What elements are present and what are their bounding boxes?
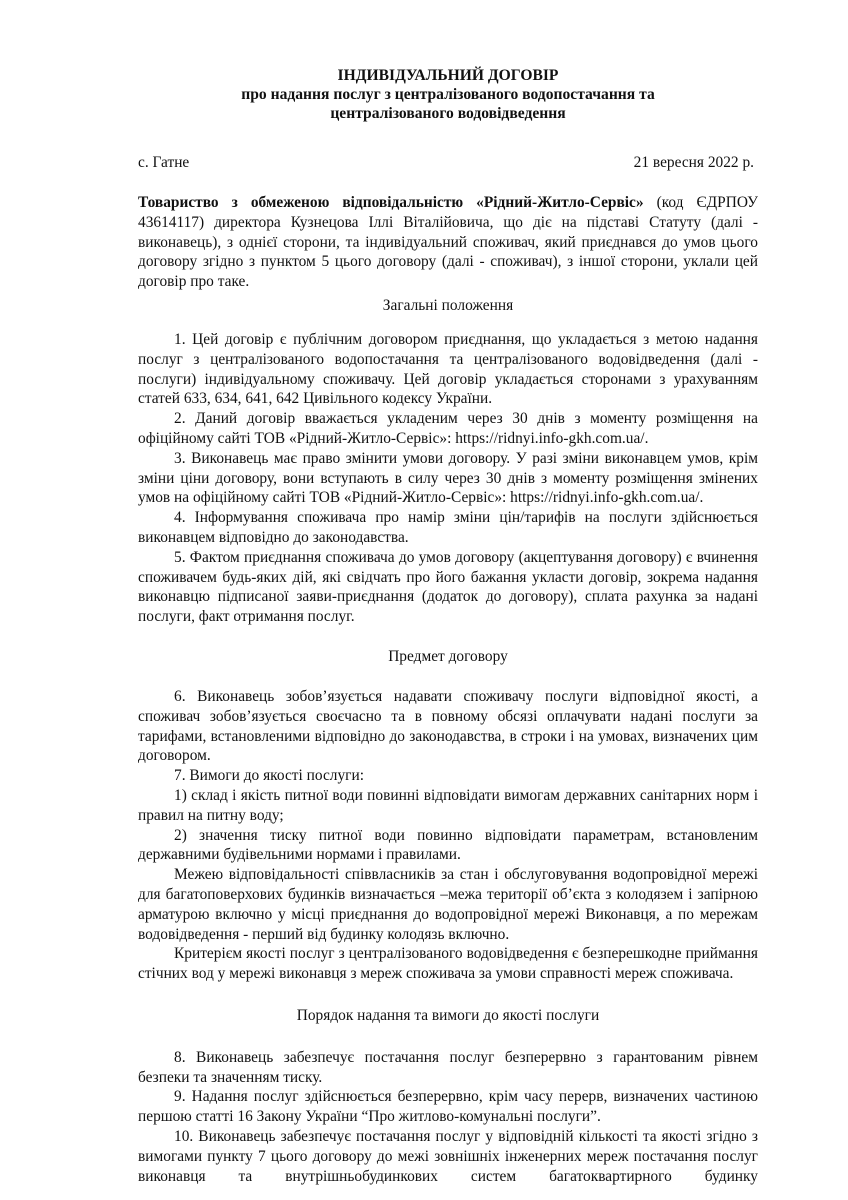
intro-paragraph <box>138 193 758 292</box>
place: с. Гатне <box>138 154 190 171</box>
paragraph-9: 9. Надання послуг здійснюється безперервно, крім часу перерв, визначених частиною першою статті 16 Закону України “Про житлово-комунальні послуги”. <box>138 1088 758 1126</box>
place-date-row <box>138 153 758 173</box>
company-name: Товариство з обмеженою відповідальністю «Рідний-Житло-Сервіс» <box>138 194 644 211</box>
paragraph-7-4: Критерієм якості послуг з централізованого водовідведення є безперешкодне приймання стічних вод у мережі виконавця з мереж споживача за умови справності мереж споживача. <box>138 945 758 983</box>
paragraph-7-1: 1) склад і якість питної води повинні відповідати вимогам державних санітарних норм і правил на питну воду; <box>138 786 758 824</box>
section-title-procedure: Порядок надання та вимоги до якості послуги <box>296 1006 600 1024</box>
section-title-subject: Предмет договору <box>388 647 508 665</box>
paragraph-7-3: Межею відповідальності співвласників за стан і обслуговування водопровідної мережі для багатоповерхових будинків визначається –межа території об’єкта з колодязем і запірною арматурою включно у місці приєднання до водопровідної мережі Виконавця, а по мережам водовідведення - перший від будинку колодязь включно. <box>138 866 758 943</box>
intro-text: (код ЄДРПОУ 43614117) директора Кузнецова Іллі Віталійовича, що діє на підставі Статуту (далі - виконавець), з однієї сторони, та індивідуальний споживач, який приєднався до умов цього договору згідно з пунктом 5 цього договору (далі - споживач), з іншої сторони, уклали цей договір про таке. <box>138 194 758 291</box>
section-title-general: Загальні положення <box>382 296 514 314</box>
paragraph-7: 7. Вимоги до якості послуги: <box>174 767 364 785</box>
paragraph-3: 3. Виконавець має право змінити умови договору. У разі зміни виконавцем умов, крім зміни ціни договору, вони вступають в силу через 30 днів з моменту розміщення змінених умов на офіційному сайті ТОВ «Рідний-Житло-Сервіс»: https://ridnyi.info-gkh.com.ua/. <box>138 449 758 507</box>
date: 21 вересня 2022 р. <box>633 154 754 171</box>
document-subtitle-line2: централізованого водовідведення <box>330 105 566 122</box>
document-header <box>138 66 758 123</box>
paragraph-7-2: 2) значення тиску питної води повинно відповідати параметрам, встановленим державними будівельними нормами і правилами. <box>138 826 758 864</box>
document-title: ІНДИВІДУАЛЬНИЙ ДОГОВІР <box>337 67 559 84</box>
paragraph-4: 4. Інформування споживача про намір зміни цін/тарифів на послуги здійснюється виконавцем відповідно до законодавства. <box>138 509 758 546</box>
paragraph-2: 2. Даний договір вважається укладеним через 30 днів з моменту розміщення на офіційному сайті ТОВ «Рідний-Житло-Сервіс»: https://ridnyi.info-gkh.com.ua/. <box>138 410 758 447</box>
paragraph-10: 10. Виконавець забезпечує постачання послуг у відповідній кількості та якості згідно з вимогами пункту 7 цього договору до межі зовнішніх інженерних мереж постачання послуг виконавця та внутрішньобудинкових систем багатоквартирного будинку <box>138 1128 758 1185</box>
paragraph-1: 1. Цей договір є публічним договором приєднання, що укладається з метою надання послуг з централізованого водопостачання та централізованого водовідведення (далі - послуги) індивідуальному споживачу. Цей договір укладається сторонами з урахуванням статей 633, 634, 641, 642 Цивільного кодексу України. <box>138 330 758 408</box>
paragraph-6: 6. Виконавець зобов’язується надавати споживачу послуги відповідної якості, а споживач зобов’язується своєчасно та в повному обсязі оплачувати надані послуги за тарифами, встановленими відповідно до законодавства, в строки і на умовах, визначених цим договором. <box>138 687 758 765</box>
document-subtitle-line1: про надання послуг з централізованого водопостачання та <box>241 86 655 103</box>
paragraph-8: 8. Виконавець забезпечує постачання послуг безперервно з гарантованим рівнем безпеки та значенням тиску. <box>138 1048 758 1086</box>
paragraph-5: 5. Фактом приєднання споживача до умов договору (акцептування договору) є вчинення споживачем будь-яких дій, які свідчать про його бажання укласти договір, зокрема надання виконавцю підписаної заяви-приєднання (додаток до договору), сплата рахунка за надані послуги, факт отримання послуг. <box>138 548 758 626</box>
